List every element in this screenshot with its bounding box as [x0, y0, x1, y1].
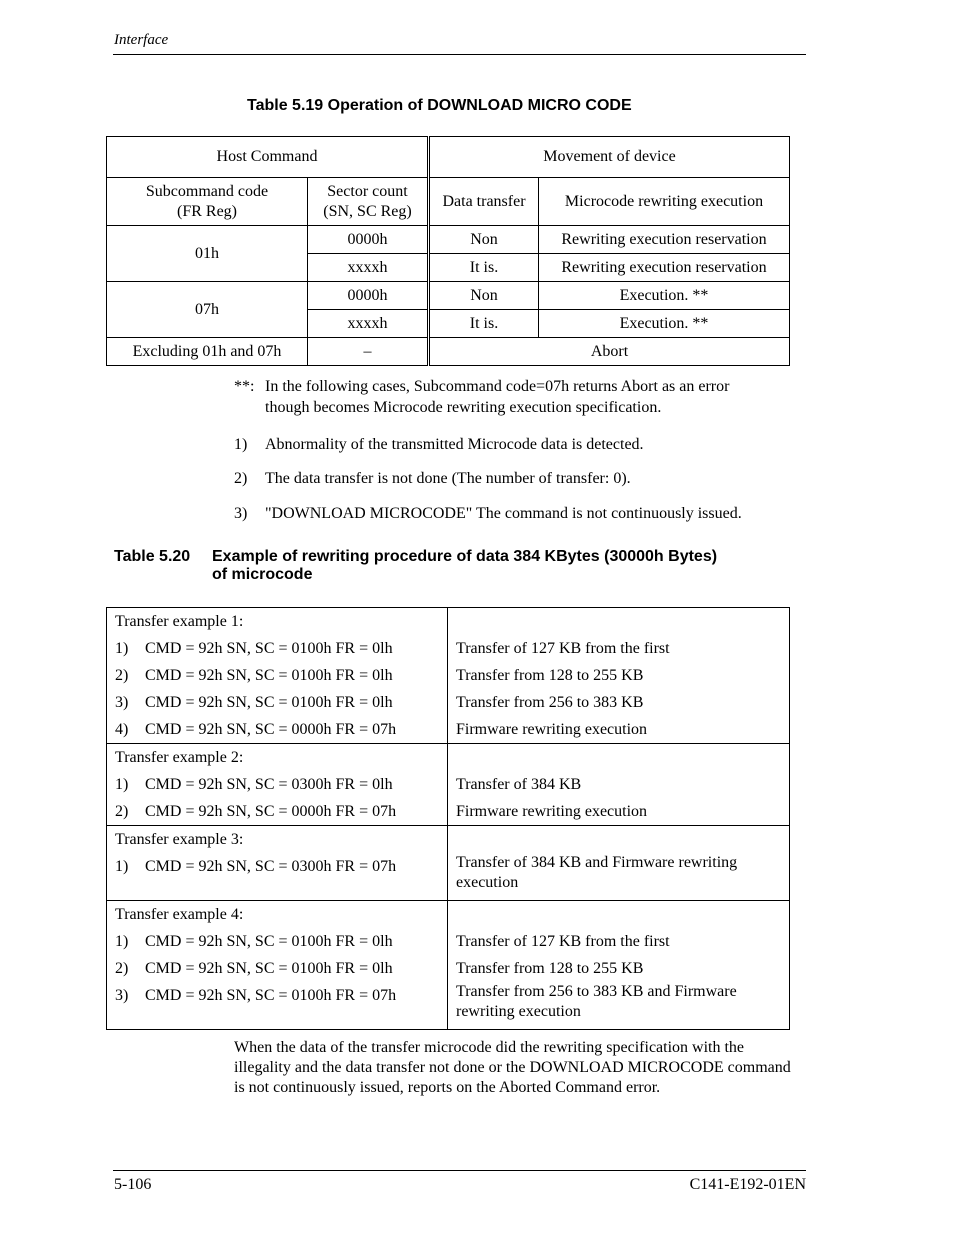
list-item: 2) The data transfer is not done (The number of transfer: 0). — [234, 470, 631, 487]
execution-cell: Execution. ** — [539, 282, 790, 310]
sector-cell: xxxxh — [308, 254, 429, 282]
sector-cell: – — [308, 338, 429, 366]
code-cell: 07h — [107, 282, 308, 338]
col-header-microcode: Microcode rewriting execution — [539, 178, 790, 226]
execution-cell: Rewriting execution reservation — [539, 254, 790, 282]
abort-cell: Abort — [429, 338, 790, 366]
example-title: Transfer example 3: — [115, 831, 244, 848]
footnote: **: In the following cases, Subcommand code=07h returns Abort as an error though becomes Microcode rewriting execution specification. — [234, 378, 730, 416]
page-number: 5-106 — [114, 1176, 152, 1193]
table-row — [107, 226, 790, 254]
col-header-sector: Sector count (SN, SC Reg) — [308, 178, 429, 226]
table-row — [107, 282, 790, 310]
header-rule — [113, 54, 806, 55]
table-row: Transfer example 4: 1) CMD = 92h SN, SC = 0100h FR = 0lh 2) CMD = 92h SN, SC = 0100h FR = 0lh 3) CMD = 92h SN, SC = 0100h FR = 07h Transfer of 127 KB from the first Transfer from 128 to 255 KB Transfer from 256 to 383 KB and Firmware rewriting execution — [107, 901, 790, 1030]
transfer-cell: It is. — [429, 310, 539, 338]
group-header-device: Movement of device — [429, 137, 790, 178]
list-item: 3) "DOWNLOAD MICROCODE" The command is not continuously issued. — [234, 505, 742, 522]
table-row: Transfer example 3: 1) CMD = 92h SN, SC = 0300h FR = 07h Transfer of 384 KB and Firmware rewriting execution — [107, 826, 790, 901]
table-row: Transfer example 2: 1) CMD = 92h SN, SC = 0300h FR = 0lh 2) CMD = 92h SN, SC = 0000h FR = 07h Transfer of 384 KB Firmware rewriting execution — [107, 744, 790, 826]
transfer-cell: Non — [429, 226, 539, 254]
table-5-19 — [106, 136, 790, 366]
table-5-20 — [106, 607, 790, 1030]
table-row: Transfer example 1: 1) CMD = 92h SN, SC = 0100h FR = 0lh 2) CMD = 92h SN, SC = 0100h FR = 0lh 3) CMD = 92h SN, SC = 0100h FR = 0lh 4) CMD = 92h SN, SC = 0000h FR = 07h Transfer of 127 KB from the first Transfer from 128 to 255 KB Transfer from 256 to 383 KB Firmware rewriting execution — [107, 608, 790, 744]
execution-cell: Execution. ** — [539, 310, 790, 338]
example-title: Transfer example 1: — [115, 613, 244, 630]
document-id: C141-E192-01EN — [689, 1176, 806, 1193]
transfer-cell: Non — [429, 282, 539, 310]
footnote-mark: **: — [234, 378, 255, 395]
closing-paragraph: When the data of the transfer microcode did the rewriting specification with the illegality and the data transfer not done or the DOWNLOAD MICROCODE command is not continuously issued, reports on the Aborted Command error. — [234, 1039, 791, 1096]
table-5-20-caption: Table 5.20 Example of rewriting procedure of data 384 KBytes (30000h Bytes) of microcode — [114, 548, 718, 583]
code-cell: Excluding 01h and 07h — [107, 338, 308, 366]
code-cell: 01h — [107, 226, 308, 282]
group-header-host: Host Command — [107, 137, 429, 178]
list-item: 1) Abnormality of the transmitted Microcode data is detected. — [234, 436, 644, 453]
sector-cell: 0000h — [308, 226, 429, 254]
sector-cell: xxxxh — [308, 310, 429, 338]
execution-cell: Rewriting execution reservation — [539, 226, 790, 254]
col-header-subcommand: Subcommand code (FR Reg) — [107, 178, 308, 226]
table-5-19-caption: Table 5.19 Operation of DOWNLOAD MICRO CODE — [247, 97, 632, 114]
footer-rule — [113, 1170, 806, 1171]
col-header-data-transfer: Data transfer — [429, 178, 539, 226]
transfer-cell: It is. — [429, 254, 539, 282]
table-row — [107, 338, 790, 366]
running-header: Interface — [114, 32, 169, 48]
example-title: Transfer example 2: — [115, 749, 244, 766]
example-title: Transfer example 4: — [115, 906, 244, 923]
sector-cell: 0000h — [308, 282, 429, 310]
